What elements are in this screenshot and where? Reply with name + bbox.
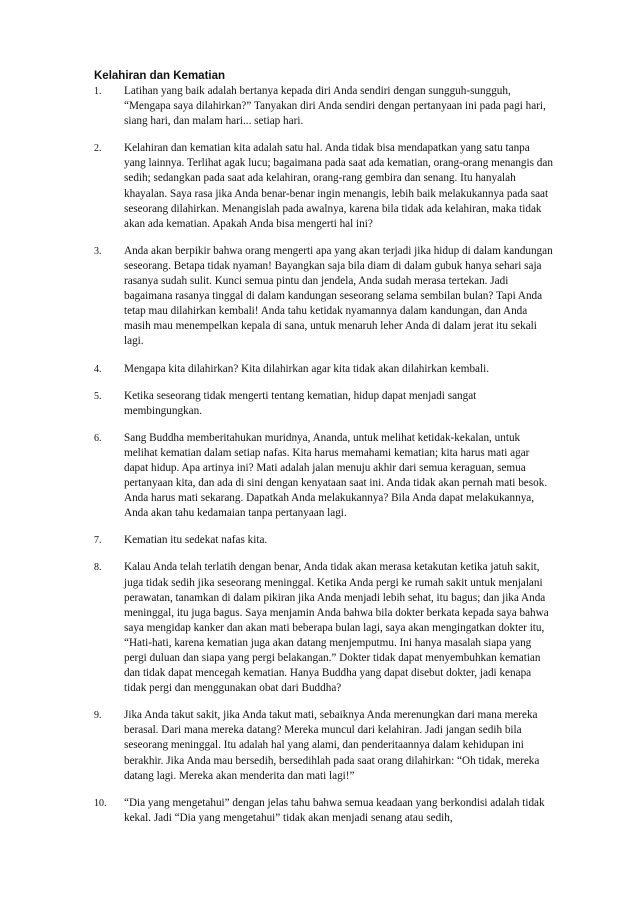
item-text: Kelahiran dan kematian kita adalah satu hal. Anda tidak bisa mendapatkan yang satu tanpa yang lainnya. Terlihat agak lucu; bagaimana pada saat ada kematian, orang-orang menangis dan sedih; sedangkan pada saat ada kelahiran, orang-rang gembira dan senang. Itu hanyalah khayalan. Saya rasa jika Anda benar-benar ingin menangis, lebih baik melakukannya pada saat seseorang dilahirkan. Menangislah pada awalnya, karena bila tidak ada kelahiran, maka tidak akan ada kematian. Apakah Anda bisa mengerti hal ini? <box>124 142 553 230</box>
item-text: Ketika seseorang tidak mengerti tentang kematian, hidup dapat menjadi sangat membingungkan. <box>124 389 477 417</box>
item-number: 5. <box>94 390 102 402</box>
list-item <box>94 796 554 826</box>
list-item <box>94 362 554 377</box>
list-item <box>94 708 554 783</box>
item-text: “Dia yang mengetahui” dengan jelas tahu bahwa semua keadaan yang berkondisi adalah tidak kekal. Jadi “Dia yang mengetahui” tidak akan menjadi senang atau sedih, <box>124 796 545 824</box>
item-text: Anda akan berpikir bahwa orang mengerti apa yang akan terjadi jika hidup di dalam kandungan seseorang. Betapa tidak nyaman! Bayangkan saja bila diam di dalam gubuk hanya sehari saja rasanya sudah sulit. Kunci semua pintu dan jendela, Anda sudah merasa tertekan. Jadi bagaimana rasanya tinggal di dalam kandungan seseorang selama sembilan bulan? Tapi Anda tetap mau dilahirkan kembali! Anda tahu ketidak nyamannya dalam kandungan, dan Anda masih mau menempelkan kepala di sana, untuk menaruh leher Anda di dalam jerat itu sekali lagi. <box>124 244 553 348</box>
item-number: 10. <box>94 797 107 809</box>
document-page <box>94 68 554 838</box>
item-text: Latihan yang baik adalah bertanya kepada diri Anda sendiri dengan sungguh-sungguh, “Mengapa saya dilahirkan?” Tanyakan diri Anda sendiri dengan pertanyaan ini pada pagi hari, siang hari, dan malam hari... setiap hari. <box>124 85 546 128</box>
list-item <box>94 244 554 350</box>
item-text: Kematian itu sedekat nafas kita. <box>124 534 268 547</box>
list-item <box>94 141 554 232</box>
item-text: Jika Anda takut sakit, jika Anda takut mati, sebaiknya Anda merenungkan dari mana mereka berasal. Dari mana mereka datang? Mereka muncul dari kelahiran. Jadi jangan sedih bila seseorang meninggal. Itu adalah hal yang alami, dan penderitaannya dalam kehidupan ini berakhir. Jika Anda mau bersedih, bersedihlah pada saat orang dilahirkan: “Oh tidak, mereka datang lagi. Mereka akan menderita dan mati lagi!” <box>124 709 540 782</box>
document-title: Kelahiran dan Kematian <box>94 70 226 82</box>
list-item <box>94 533 554 548</box>
item-number: 2. <box>94 143 102 155</box>
item-number: 4. <box>94 363 102 375</box>
item-text: Kalau Anda telah terlatih dengan benar, Anda tidak akan merasa ketakutan ketika jatuh sakit, juga tidak sedih jika seseorang meninggal. Ketika Anda pergi ke rumah sakit untuk menjalani perawatan, tanamkan di dalam pikiran jika Anda menjadi lebih sehat, itu bagus; dan jika Anda meninggal, itu juga bagus. Saya menjamin Anda bahwa bila dokter berkata kepada saya bahwa saya mengidap kanker dan akan mati beberapa bulan lagi, saya akan mengingatkan dokter itu, “Hati-hati, karena kematian juga akan datang menjemputmu. Ini hanya masalah siapa yang pergi duluan dan siapa yang pergi belakangan.” Dokter tidak dapat menyembuhkan kematian dan tidak dapat mencegah kematian. Hanya Buddha yang dapat disebut dokter, jadi kenapa tidak pergi dan menggunakan obat dari Buddha? <box>124 561 549 695</box>
item-number: 3. <box>94 245 102 257</box>
item-number: 7. <box>94 535 102 547</box>
numbered-list <box>94 84 554 826</box>
item-number: 8. <box>94 562 102 574</box>
item-number: 6. <box>94 432 102 444</box>
item-text: Sang Buddha memberitahukan muridnya, Ananda, untuk melihat ketidak-kekalan, untuk melihat kematian dalam setiap nafas. Kita harus memahami kematian; kita harus mati agar dapat hidup. Apa artinya ini? Mati adalah jalan menuju akhir dari semua keraguan, semua pertanyaan kita, dan ada di sini dengan kenyataan saat ini. Anda tidak akan pernah mati besok. Anda harus mati sekarang. Dapatkah Anda melakukannya? Bila Anda dapat melakukannya, Anda akan tahu kedamaian tanpa pertanyaan lagi. <box>124 431 548 520</box>
item-number: 1. <box>94 86 102 97</box>
list-item <box>94 84 554 129</box>
list-item <box>94 560 554 696</box>
item-text: Mengapa kita dilahirkan? Kita dilahirkan agar kita tidak akan dilahirkan kembali. <box>124 362 490 375</box>
list-item <box>94 389 554 419</box>
item-number: 9. <box>94 710 102 722</box>
list-item <box>94 431 554 522</box>
